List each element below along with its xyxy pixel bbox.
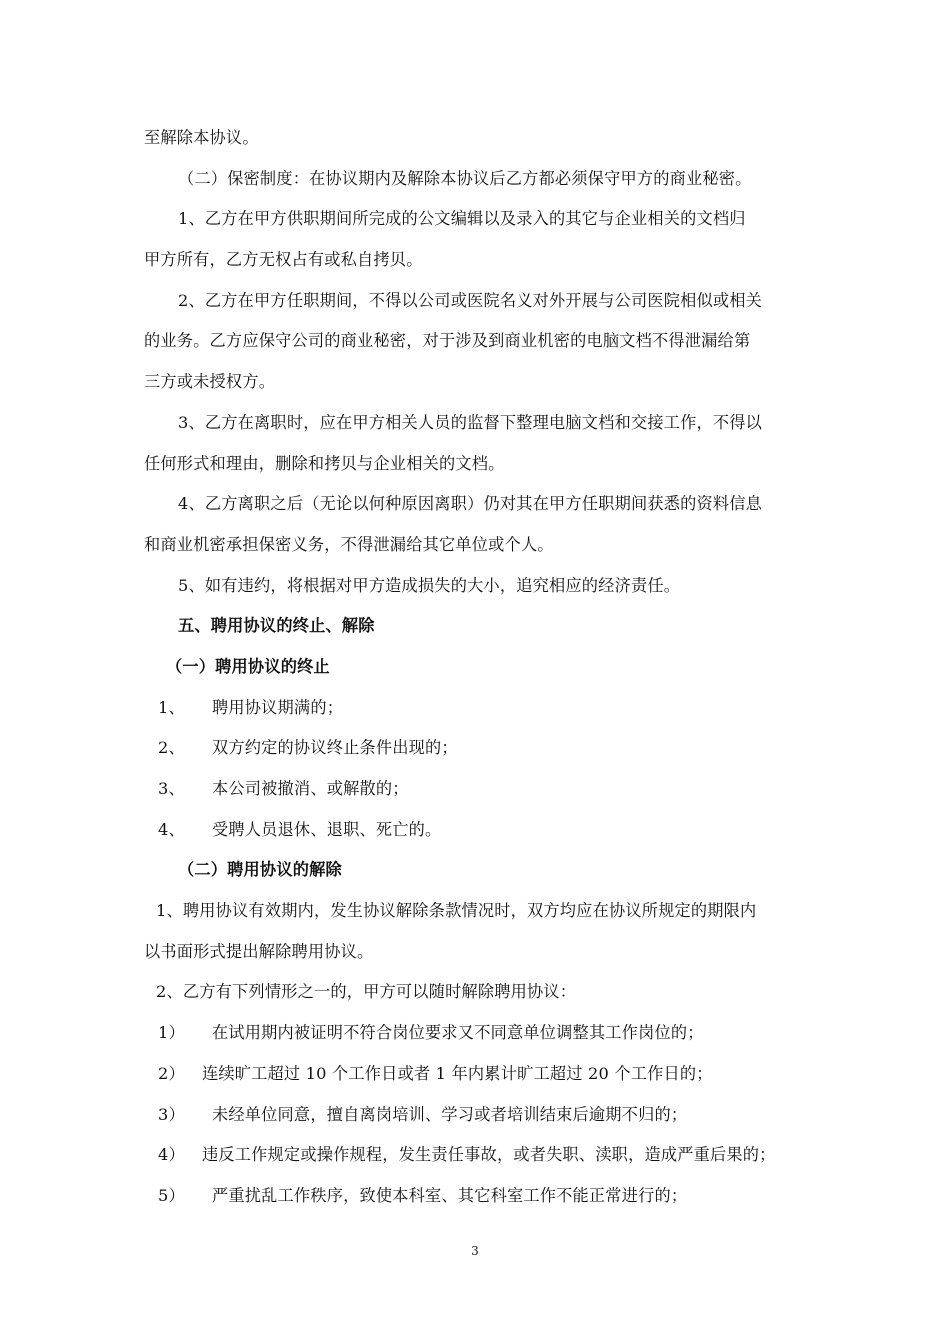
list-item [144,1135,856,1176]
paragraph-line: 5、如有违约，将根据对甲方造成损失的大小，追究相应的经济责任。 [178,575,681,595]
list-item-text: 未经单位同意，擅自离岗培训、学习或者培训结束后逾期不归的； [212,1104,688,1124]
list-item-text: 违反工作规定或操作规程，发生责任事故，或者失职、渎职，造成严重后果的； [202,1145,776,1165]
list-item [144,688,856,729]
list-item [144,1176,856,1217]
paragraph-line: 2、乙方有下列情形之一的，甲方可以随时解除聘用协议： [156,982,577,1002]
list-item-text: 本公司被撤消、或解散的； [212,779,409,798]
paragraph-line: 1、乙方在甲方供职期间所完成的公文编辑以及录入的其它与企业相关的文档归 [178,209,746,229]
list-item-number: 4、 [158,819,185,839]
paragraph-line: 2、乙方在甲方任职期间，不得以公司或医院名义对外开展与公司医院相似或相关 [178,290,763,310]
list-item-text: 双方约定的协议终止条件出现的； [212,738,458,758]
paragraph-line: 甲方所有，乙方无权占有或私自拷贝。 [144,250,423,270]
list-item [144,728,856,769]
paragraph-line: 三方或未授权方。 [144,372,276,392]
subsection-heading-dissolution: （二）聘用协议的解除 [178,860,342,880]
paragraph-line: 3、乙方在离职时，应在甲方相关人员的监督下整理电脑文档和交接工作，不得以 [178,412,763,432]
list-item-text: 在试用期内被证明不符合岗位要求又不同意单位调整其工作岗位的； [212,1023,704,1043]
list-item-text: 严重扰乱工作秩序，致使本科室、其它科室工作不能正常进行的； [212,1185,688,1205]
page-number: 3 [471,1244,479,1258]
document-body [144,118,856,1217]
paragraph-line: 4、乙方离职之后（无论以何种原因离职）仍对其在甲方任职期间获悉的资料信息 [178,494,763,514]
list-item [144,1095,856,1136]
list-item [144,1054,856,1095]
list-item-number: 3、 [158,779,185,798]
list-item-text: 聘用协议期满的； [212,697,344,717]
list-item-number: 5） [158,1185,185,1205]
paragraph-line: 以书面形式提出解除聘用协议。 [144,941,374,961]
paragraph-line: 至解除本协议。 [144,128,259,147]
list-item-number: 1、 [158,697,185,717]
list-item-number: 3） [158,1104,185,1124]
list-item [144,810,856,851]
section-heading: 五、聘用协议的终止、解除 [178,616,375,636]
list-item [144,769,856,810]
paragraph-line: 的业务。乙方应保守公司的商业秘密，对于涉及到商业机密的电脑文档不得泄漏给第 [144,331,751,351]
list-item [144,1013,856,1054]
list-item-text: 连续旷工超过 10 个工作日或者 1 年内累计旷工超过 20 个工作日的； [202,1063,713,1083]
list-item-number: 2、 [158,738,185,758]
termination-list [144,688,856,851]
list-item-text: 受聘人员退休、退职、死亡的。 [212,819,442,839]
list-item-number: 4） [158,1145,185,1165]
paragraph-line: 1、聘用协议有效期内，发生协议解除条款情况时，双方均应在协议所规定的期限内 [156,901,757,921]
subsection-heading-termination: （一）聘用协议的终止 [166,656,330,676]
dismissal-list [144,1013,856,1216]
paragraph-line: 任何形式和理由，删除和拷贝与企业相关的文档。 [144,453,505,473]
list-item-number: 2） [158,1063,185,1083]
confidentiality-heading-line: （二）保密制度：在协议期内及解除本协议后乙方都必须保守甲方的商业秘密。 [178,168,752,188]
list-item-number: 1） [158,1023,185,1043]
paragraph-line: 和商业机密承担保密义务，不得泄漏给其它单位或个人。 [144,534,554,554]
